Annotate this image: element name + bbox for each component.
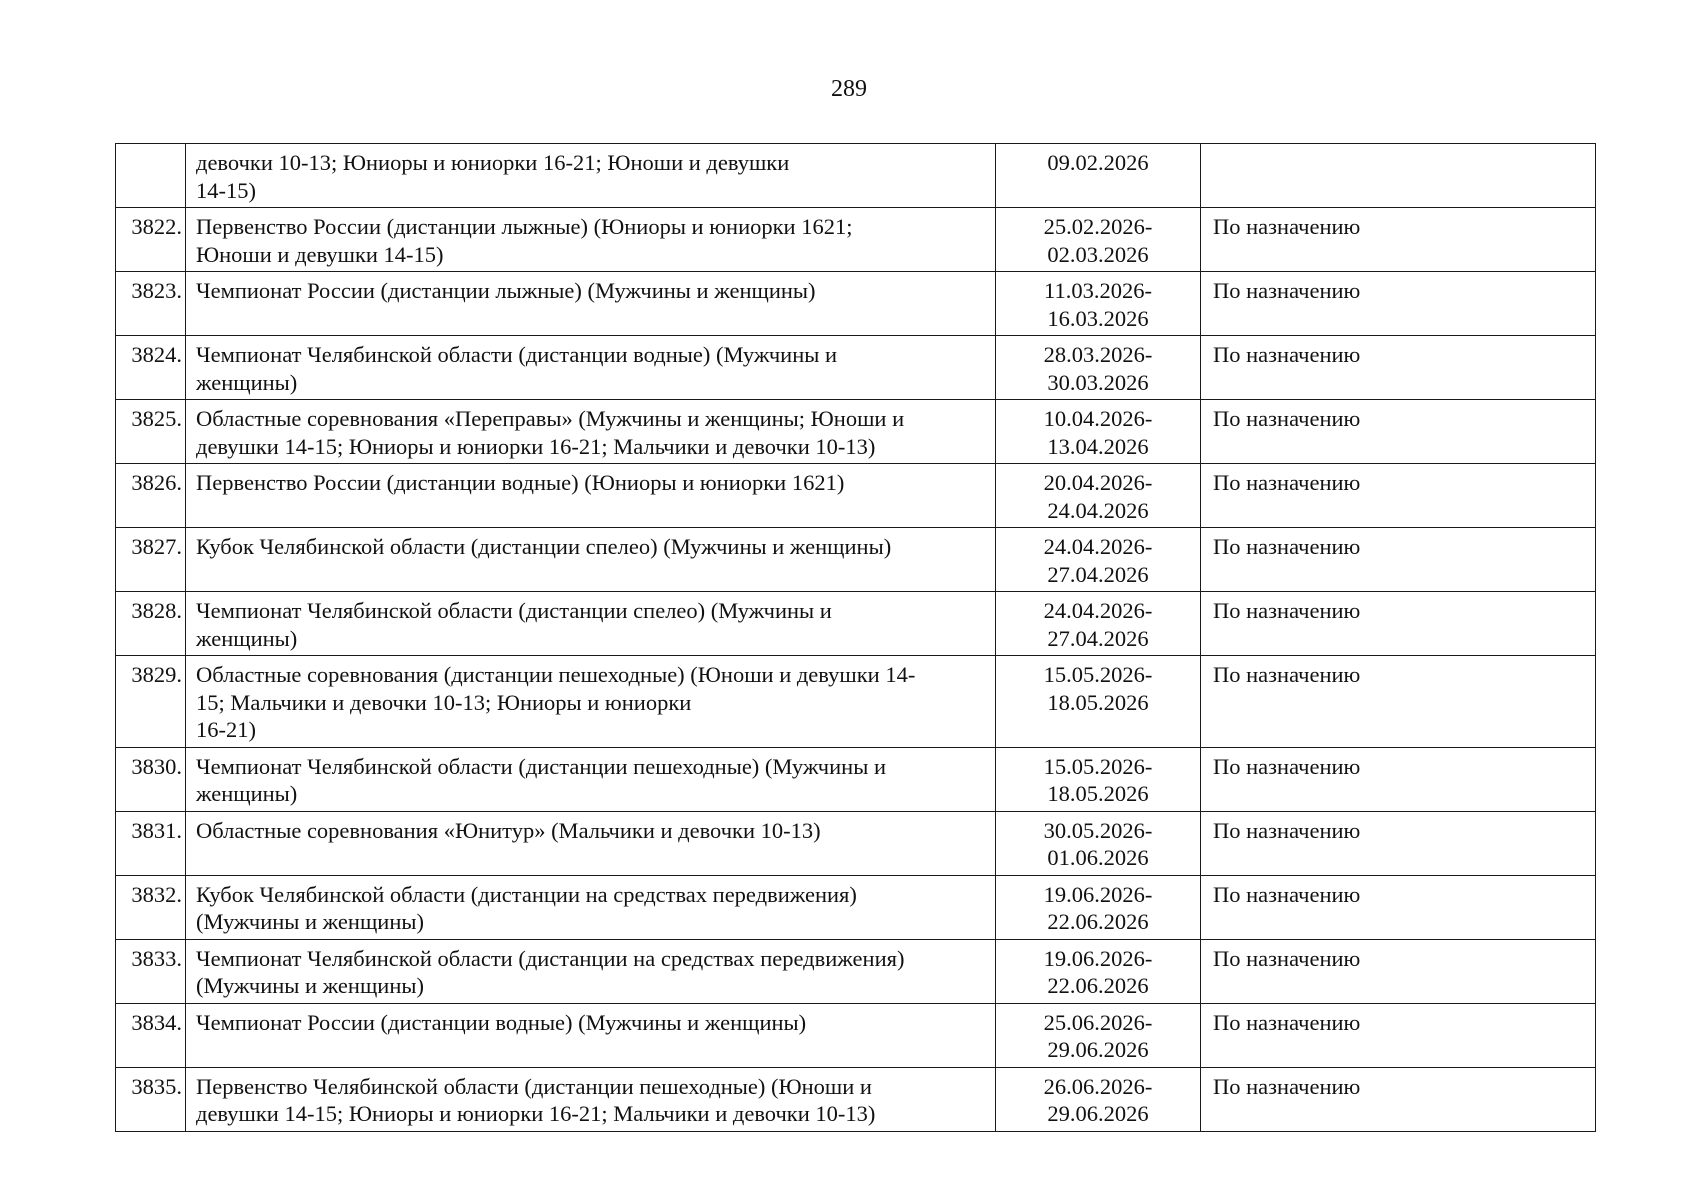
table-row	[116, 656, 1596, 748]
event-name: Чемпионат Челябинской области (дистанции пешеходные) (Мужчины и женщины)	[186, 747, 996, 811]
event-name: девочки 10-13; Юниоры и юниорки 16-21; Юноши и девушки 14-15)	[186, 144, 996, 208]
event-dates: 20.04.2026- 24.04.2026	[996, 464, 1201, 528]
event-venue: По назначению	[1201, 336, 1596, 400]
table-row	[116, 1067, 1596, 1131]
table-row	[116, 811, 1596, 875]
event-number: 3829.	[116, 656, 186, 748]
event-dates: 28.03.2026- 30.03.2026	[996, 336, 1201, 400]
event-venue: По назначению	[1201, 656, 1596, 748]
event-venue: По назначению	[1201, 400, 1596, 464]
event-dates: 26.06.2026- 29.06.2026	[996, 1067, 1201, 1131]
event-dates: 11.03.2026- 16.03.2026	[996, 272, 1201, 336]
table-row	[116, 747, 1596, 811]
event-dates: 24.04.2026- 27.04.2026	[996, 528, 1201, 592]
event-number: 3833.	[116, 939, 186, 1003]
event-dates: 24.04.2026- 27.04.2026	[996, 592, 1201, 656]
table-row	[116, 208, 1596, 272]
event-name: Первенство Челябинской области (дистанции пешеходные) (Юноши и девушки 14-15; Юниоры и юниорки 16-21; Мальчики и девочки 10-13)	[186, 1067, 996, 1131]
event-name: Кубок Челябинской области (дистанции спелео) (Мужчины и женщины)	[186, 528, 996, 592]
event-number: 3835.	[116, 1067, 186, 1131]
event-number: 3834.	[116, 1003, 186, 1067]
event-name: Чемпионат Челябинской области (дистанции спелео) (Мужчины и женщины)	[186, 592, 996, 656]
event-venue: По назначению	[1201, 1067, 1596, 1131]
event-venue: По назначению	[1201, 272, 1596, 336]
event-number: 3824.	[116, 336, 186, 400]
event-dates: 25.06.2026- 29.06.2026	[996, 1003, 1201, 1067]
event-dates: 15.05.2026- 18.05.2026	[996, 656, 1201, 748]
event-name: Областные соревнования «Юнитур» (Мальчики и девочки 10-13)	[186, 811, 996, 875]
table-row	[116, 144, 1596, 208]
events-table-body	[116, 144, 1596, 1132]
event-name: Чемпионат России (дистанции водные) (Мужчины и женщины)	[186, 1003, 996, 1067]
event-dates: 19.06.2026- 22.06.2026	[996, 875, 1201, 939]
event-name: Чемпионат Челябинской области (дистанции на средствах передвижения) (Мужчины и женщины)	[186, 939, 996, 1003]
event-number: 3830.	[116, 747, 186, 811]
table-row	[116, 464, 1596, 528]
event-venue: По назначению	[1201, 811, 1596, 875]
event-name: Первенство России (дистанции водные) (Юниоры и юниорки 1621)	[186, 464, 996, 528]
event-venue	[1201, 144, 1596, 208]
table-row	[116, 336, 1596, 400]
event-dates: 30.05.2026- 01.06.2026	[996, 811, 1201, 875]
event-number: 3826.	[116, 464, 186, 528]
page-number: 289	[831, 76, 867, 102]
event-number: 3831.	[116, 811, 186, 875]
event-name: Кубок Челябинской области (дистанции на средствах передвижения) (Мужчины и женщины)	[186, 875, 996, 939]
event-number: 3832.	[116, 875, 186, 939]
event-name: Первенство России (дистанции лыжные) (Юниоры и юниорки 1621; Юноши и девушки 14-15)	[186, 208, 996, 272]
table-row	[116, 400, 1596, 464]
table-row	[116, 272, 1596, 336]
table-row	[116, 939, 1596, 1003]
event-number: 3825.	[116, 400, 186, 464]
event-name: Областные соревнования «Переправы» (Мужчины и женщины; Юноши и девушки 14-15; Юниоры и юниорки 16-21; Мальчики и девочки 10-13)	[186, 400, 996, 464]
event-dates: 15.05.2026- 18.05.2026	[996, 747, 1201, 811]
event-dates: 19.06.2026- 22.06.2026	[996, 939, 1201, 1003]
event-name: Областные соревнования (дистанции пешеходные) (Юноши и девушки 14- 15; Мальчики и девочки 10-13; Юниоры и юниорки 16-21)	[186, 656, 996, 748]
event-name: Чемпионат России (дистанции лыжные) (Мужчины и женщины)	[186, 272, 996, 336]
table-row	[116, 528, 1596, 592]
event-venue: По назначению	[1201, 747, 1596, 811]
event-venue: По назначению	[1201, 208, 1596, 272]
event-venue: По назначению	[1201, 464, 1596, 528]
event-number: 3822.	[116, 208, 186, 272]
events-table	[115, 143, 1596, 1132]
event-name: Чемпионат Челябинской области (дистанции водные) (Мужчины и женщины)	[186, 336, 996, 400]
event-dates: 25.02.2026- 02.03.2026	[996, 208, 1201, 272]
event-number	[116, 144, 186, 208]
event-venue: По назначению	[1201, 592, 1596, 656]
event-number: 3827.	[116, 528, 186, 592]
table-row	[116, 875, 1596, 939]
event-venue: По назначению	[1201, 528, 1596, 592]
event-number: 3823.	[116, 272, 186, 336]
event-venue: По назначению	[1201, 875, 1596, 939]
event-venue: По назначению	[1201, 1003, 1596, 1067]
event-number: 3828.	[116, 592, 186, 656]
table-row	[116, 592, 1596, 656]
table-row	[116, 1003, 1596, 1067]
event-dates: 10.04.2026- 13.04.2026	[996, 400, 1201, 464]
event-dates: 09.02.2026	[996, 144, 1201, 208]
event-venue: По назначению	[1201, 939, 1596, 1003]
